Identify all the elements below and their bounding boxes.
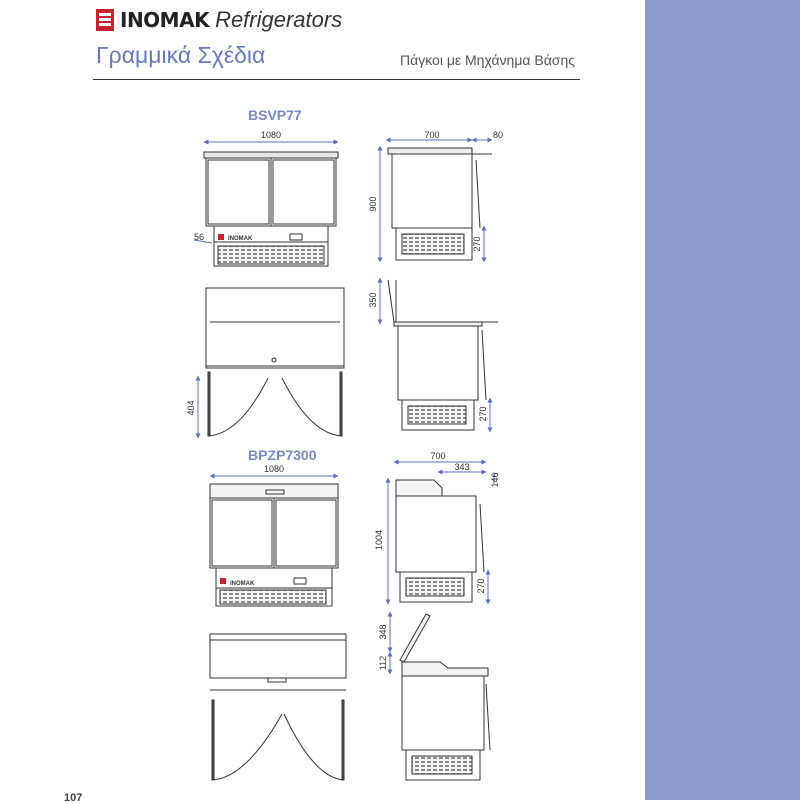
bsvp77-front-logo: INOMAK: [228, 236, 253, 242]
bsvp77-door-swing-label: 404: [186, 400, 196, 416]
page-number: 107: [64, 792, 83, 804]
model-title-bsvp77: BSVP77: [248, 107, 302, 123]
brand-subtitle: Refrigerators: [215, 7, 343, 32]
brand-name: INOMAK: [120, 8, 210, 32]
bpzp7300-front-logo: INOMAK: [230, 581, 255, 587]
bsvp77-base-offset-label: 56: [194, 232, 205, 242]
bpzp7300-lid-height-label: 348: [378, 624, 388, 640]
bsvp77-overhang-label: 80: [493, 130, 504, 140]
bsvp77-lid-height-label: 350: [368, 292, 378, 308]
bpzp7300-top-view: [210, 634, 346, 780]
bpzp7300-height-label: 1004: [374, 529, 384, 551]
bsvp77-depth-label: 700: [424, 130, 440, 140]
bpzp7300-base-height-label: 270: [476, 578, 486, 594]
bsvp77-open-base-height-label: 270: [478, 406, 488, 422]
bpzp7300-top-height-label: 146: [490, 472, 500, 488]
bpzp7300-open-side-view: [390, 614, 490, 780]
model-title-bpzp7300: BPZP7300: [248, 447, 317, 463]
bpzp7300-top-depth-label: 343: [454, 462, 470, 472]
page-subtitle: Πάγκοι με Μηχάνημα Βάσης: [400, 52, 575, 68]
bpzp7300-width-label: 1080: [263, 464, 285, 474]
page-title: Γραμμικά Σχέδια: [96, 42, 266, 68]
bpzp7300-depth-label: 700: [430, 451, 446, 461]
bsvp77-base-height-label: 270: [472, 236, 482, 252]
bsvp77-front-view: [194, 142, 338, 266]
bsvp77-width-label: 1080: [260, 130, 282, 140]
bsvp77-top-view: [198, 288, 344, 436]
bpzp7300-lid-offset-label: 112: [378, 655, 388, 671]
bsvp77-height-label: 900: [368, 196, 378, 212]
